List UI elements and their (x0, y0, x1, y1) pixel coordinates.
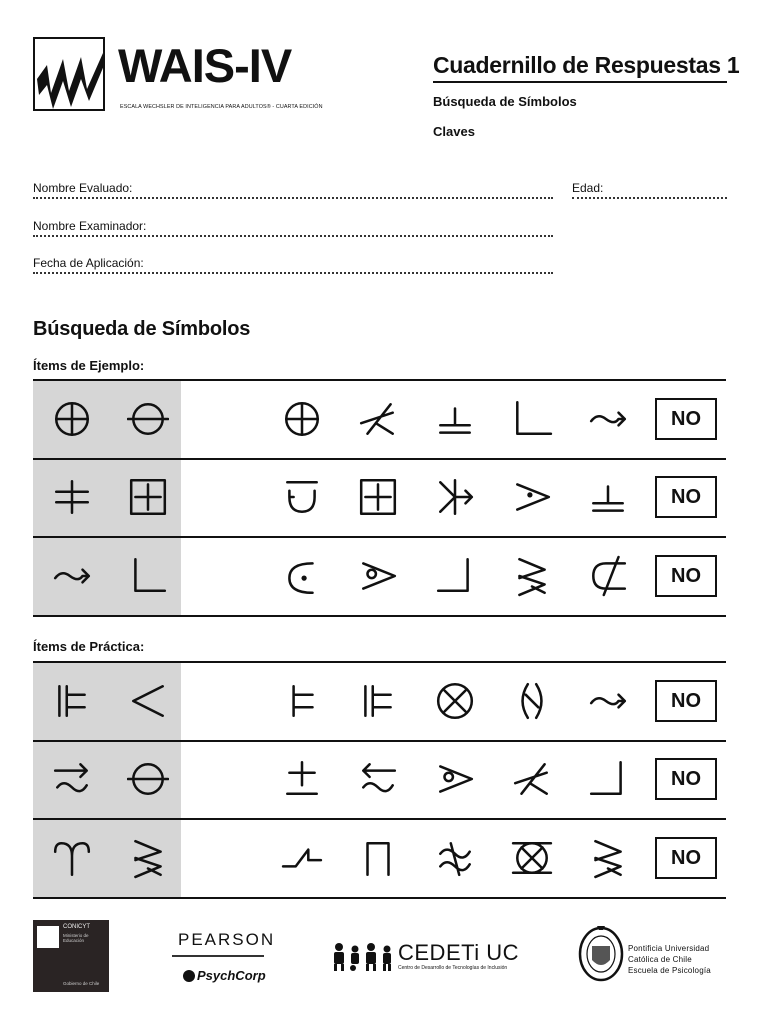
practice-target-aries-icon (51, 837, 93, 879)
example-search-forked-arrow-icon (434, 476, 476, 518)
example-target-circle-bar-icon (127, 398, 169, 440)
conicyt-government: Gobierno de Chile (63, 981, 100, 986)
psychcorp-icon (183, 970, 195, 982)
row-rule (33, 615, 726, 617)
example-target-circle-plus-icon (51, 398, 93, 440)
brand-title: WAIS-IV (118, 39, 292, 92)
example-search-overbar-cup-icon (281, 476, 323, 518)
row-rule (33, 661, 726, 663)
practice-target-less-than-icon (127, 680, 169, 722)
practice-search-plus-minus-icon (281, 758, 323, 800)
practice-items-label: Ítems de Práctica: (33, 639, 145, 654)
cedeti-logo: CEDETi UC (398, 940, 520, 965)
field-label-fecha: Fecha de Aplicación: (33, 256, 144, 270)
example-items-label: Ítems de Ejemplo: (33, 358, 145, 373)
example-search-circle-plus-icon (281, 398, 323, 440)
field-fecha-line[interactable] (33, 272, 553, 274)
subtest-name: Búsqueda de Símbolos (433, 94, 577, 109)
practice-search-left-arrow-approx-icon (357, 758, 399, 800)
example-target-double-cross-icon (51, 476, 93, 518)
example-search-dot-angle-icon (511, 476, 553, 518)
field-evaluado-line[interactable] (33, 197, 553, 199)
field-label-evaluado: Nombre Evaluado: (33, 181, 133, 195)
practice-target-circle-bar-icon (127, 758, 169, 800)
practice-target-double-bar-e-icon (51, 680, 93, 722)
field-label-examinador: Nombre Examinador: (33, 219, 147, 233)
practice-search-approx-slash-icon (434, 837, 476, 879)
brand-subtitle: ESCALA WECHSLER DE INTELIGENCIA PARA ADULTOS® - CUARTA EDICIÓN (120, 104, 323, 110)
title-rule (433, 81, 727, 83)
no-answer-box[interactable]: NO (655, 758, 717, 800)
example-search-wave-arrow-icon (587, 398, 629, 440)
cedeti-figures-icon (330, 940, 396, 977)
field-examinador-line[interactable] (33, 235, 553, 237)
row-rule (33, 536, 726, 538)
field-label-edad: Edad: (572, 181, 604, 195)
puc-seal-icon (578, 922, 624, 987)
example-search-perp-double-icon (587, 476, 629, 518)
practice-search-chevron-stack-icon (587, 837, 629, 879)
practice-search-double-bar-e-icon (357, 680, 399, 722)
practice-search-zigzag-line-icon (281, 837, 323, 879)
practice-search-bar-e-icon (281, 680, 323, 722)
example-search-dotted-c-icon (281, 555, 323, 597)
conicyt-logo (33, 920, 109, 992)
example-search-not-subset-icon (587, 555, 629, 597)
example-search-corner-top-left-icon (511, 398, 553, 440)
example-search-loop-angle-icon (357, 555, 399, 597)
puc-line: Pontificia Universidad (628, 944, 710, 953)
practice-search-corner-bottom-right-icon (587, 758, 629, 800)
row-rule (33, 379, 726, 381)
practice-target-chevron-stack-icon (127, 837, 169, 879)
no-answer-box[interactable]: NO (655, 837, 717, 879)
section-title: Búsqueda de Símbolos (33, 318, 251, 340)
field-edad-line[interactable] (572, 197, 727, 199)
example-target-wave-arrow-icon (51, 555, 93, 597)
row-rule (33, 897, 726, 899)
example-search-perp-double-icon (434, 398, 476, 440)
row-rule (33, 740, 726, 742)
no-answer-box[interactable]: NO (655, 398, 717, 440)
subtest-name: Claves (433, 124, 475, 139)
conicyt-ministry: Ministerio de Educación (63, 933, 89, 944)
example-target-corner-bottom-left-icon (127, 555, 169, 597)
cedeti-subtitle: Centro de Desarrollo de Tecnologías de Inclusión (398, 965, 508, 971)
row-rule (33, 458, 726, 460)
practice-search-loop-angle-icon (434, 758, 476, 800)
example-search-slash-angle-icon (357, 398, 399, 440)
no-answer-box[interactable]: NO (655, 555, 717, 597)
psychcorp-logo: PsychCorp (197, 968, 266, 983)
example-search-chevron-stack-icon (511, 555, 553, 597)
example-search-corner-bottom-right-icon (434, 555, 476, 597)
practice-search-crescent-stroke-icon (511, 680, 553, 722)
practice-search-slash-angle-icon (511, 758, 553, 800)
no-answer-box[interactable]: NO (655, 680, 717, 722)
practice-target-arrow-approx-icon (51, 758, 93, 800)
example-search-box-plus-icon (357, 476, 399, 518)
booklet-title: Cuadernillo de Respuestas 1 (433, 52, 740, 78)
practice-search-circle-x-icon (434, 680, 476, 722)
practice-search-circle-x-bars-icon (511, 837, 553, 879)
pearson-rule (172, 955, 264, 957)
practice-search-pi-box-icon (357, 837, 399, 879)
practice-search-wave-arrow-icon (587, 680, 629, 722)
example-target-box-plus-icon (127, 476, 169, 518)
wais-logo-icon (33, 37, 105, 111)
puc-line: Católica de Chile (628, 955, 692, 964)
no-answer-box[interactable]: NO (655, 476, 717, 518)
conicyt-name: CONICYT (63, 924, 90, 930)
row-rule (33, 818, 726, 820)
puc-line: Escuela de Psicología (628, 966, 711, 975)
pearson-logo: PEARSON (178, 930, 276, 949)
